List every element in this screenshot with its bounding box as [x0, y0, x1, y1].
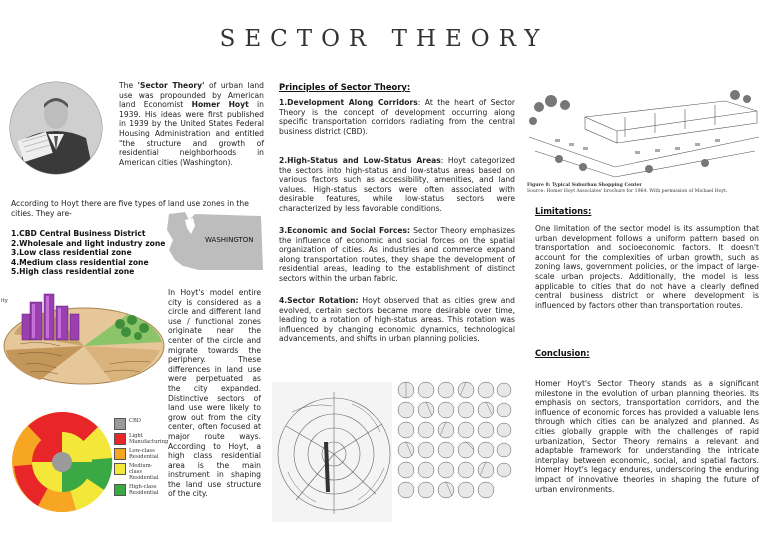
legend-item: Medium-class Residential — [114, 463, 164, 481]
limitations-paragraph: One limitation of the sector model is its assumption that urban development follows a uniform pattern based on transportation and socioeconomic factors. It doesn't account for the complexities of urban growth, such as zoning laws, government policies, or the impact of large-scale urban projects. Additionally, the model is less applicable to cities that do not have a clearly defined central business district or where development is influenced by factors other than transportation routes. — [535, 224, 759, 310]
legend-item: Light Manufacturing — [114, 433, 164, 445]
sector-diagrams-grid — [396, 380, 512, 508]
diagram-legend — [114, 418, 169, 499]
portrait-photo — [8, 80, 104, 176]
zones-list — [11, 229, 176, 277]
principle-4: 4.Sector Rotation: Hoyt observed that as cities grew and evolved, certain sectors became more desirable over time, leading to a rotation of high-status areas. This rotation was influenced by changing economic dynamics, technological advancements, and shifts in urban planning policies. — [279, 296, 515, 344]
legend-swatch — [114, 433, 126, 445]
model-paragraph: In Hoyt's model entire city is considered as a circle and different land use / functional zones originate near the center of the circle and migrate towards the periphery. These differences in land use were perpetuated as the city expanded. Distinctive sectors of land use were likely to grow out from the city center, often focused at major route ways. According to Hoyt, a high class residential area is the main instrument in shaping the land use structure of the city. — [168, 288, 261, 499]
legend-swatch — [114, 418, 126, 430]
intro-paragraph: The 'Sector Theory' of urban land use was propounded by American land Economist Homer Hoyt in 1939. His ideas were first published in 1939 by the United States Federal Housing Administration and entitled "the structure and growth of residential neighborhoods in American cities (Washington). — [119, 81, 264, 167]
conclusion-paragraph: Homer Hoyt's Sector Theory stands as a significant milestone in the evolution of urban planning theories. Its emphasis on sectors, transportation corridors, and the influence of economic forces has provided a valuable lens through which cities can be analyzed and planned. As cities globally grapple with the challenges of rapid urbanization, Sector Theory remains a relevant and adaptable framework for understanding the intricate interplay between economic, social, and spatial factors. Homer Hoyt's legacy endures, underscoring the enduring impact of innovative theories in shaping the future of urban environments. — [535, 379, 759, 494]
city-label: ity — [1, 298, 8, 304]
legend-swatch — [114, 484, 126, 496]
legend-item: Low-class Residential — [114, 448, 164, 460]
principle-3: 3.Economic and Social Forces: Sector Theory emphasizes the influence of economic and social forces on the spatial organization of cities. As industries and commerce expand along transportation routes, they shape the development of residential areas, leading to the establishment of distinct sectors within the urban fabric. — [279, 226, 515, 283]
city-model-illustration — [0, 284, 165, 388]
principles-heading: Principles of Sector Theory: — [279, 82, 411, 92]
page-title: SECTOR THEORY — [219, 26, 549, 52]
concentric-city-map — [272, 382, 392, 522]
list-item: 5.High class residential zone — [11, 267, 135, 277]
list-item: 2.Wholesale and light industry zone — [11, 238, 166, 248]
figure-caption: Figure 8: Typical Suburban Shopping Center Source: Homer Hoyt Associates' brochure for 1964. With permission of Michael Hoyt. — [527, 183, 728, 194]
list-item: 4.Medium class residential zone — [11, 257, 149, 267]
legend-swatch — [114, 463, 126, 475]
legend-item: High-class Residential — [114, 484, 164, 496]
list-item: 1.CBD Central Business District — [11, 229, 146, 238]
conclusion-heading: Conclusion: — [535, 348, 590, 358]
washington-map — [165, 210, 265, 272]
limitations-heading: Limitations: — [535, 206, 592, 216]
principle-1: 1.Development Along Corridors: At the heart of Sector Theory is the concept of development occurring along specific transportation corridors radiating from the central business district (CBD). — [279, 98, 515, 136]
sector-model-diagram — [6, 406, 118, 518]
list-item: 3.Low class residential zone — [11, 248, 132, 258]
shopping-center-sketch — [525, 77, 761, 181]
map-label: WASHINGTON — [205, 236, 254, 244]
principle-2: 2.High-Status and Low-Status Areas: Hoyt categorized the sectors into high-status and low-status areas based on various factors such as accessibility, amenities, and land values. High-status sectors were often associated with desirable features, while low-status sectors were characterized by less favorable conditions. — [279, 156, 515, 213]
legend-swatch — [114, 448, 126, 460]
zones-intro: According to Hoyt there are five types of land use zones in the cities. They are- — [11, 199, 249, 218]
legend-item: CBD — [114, 418, 164, 430]
